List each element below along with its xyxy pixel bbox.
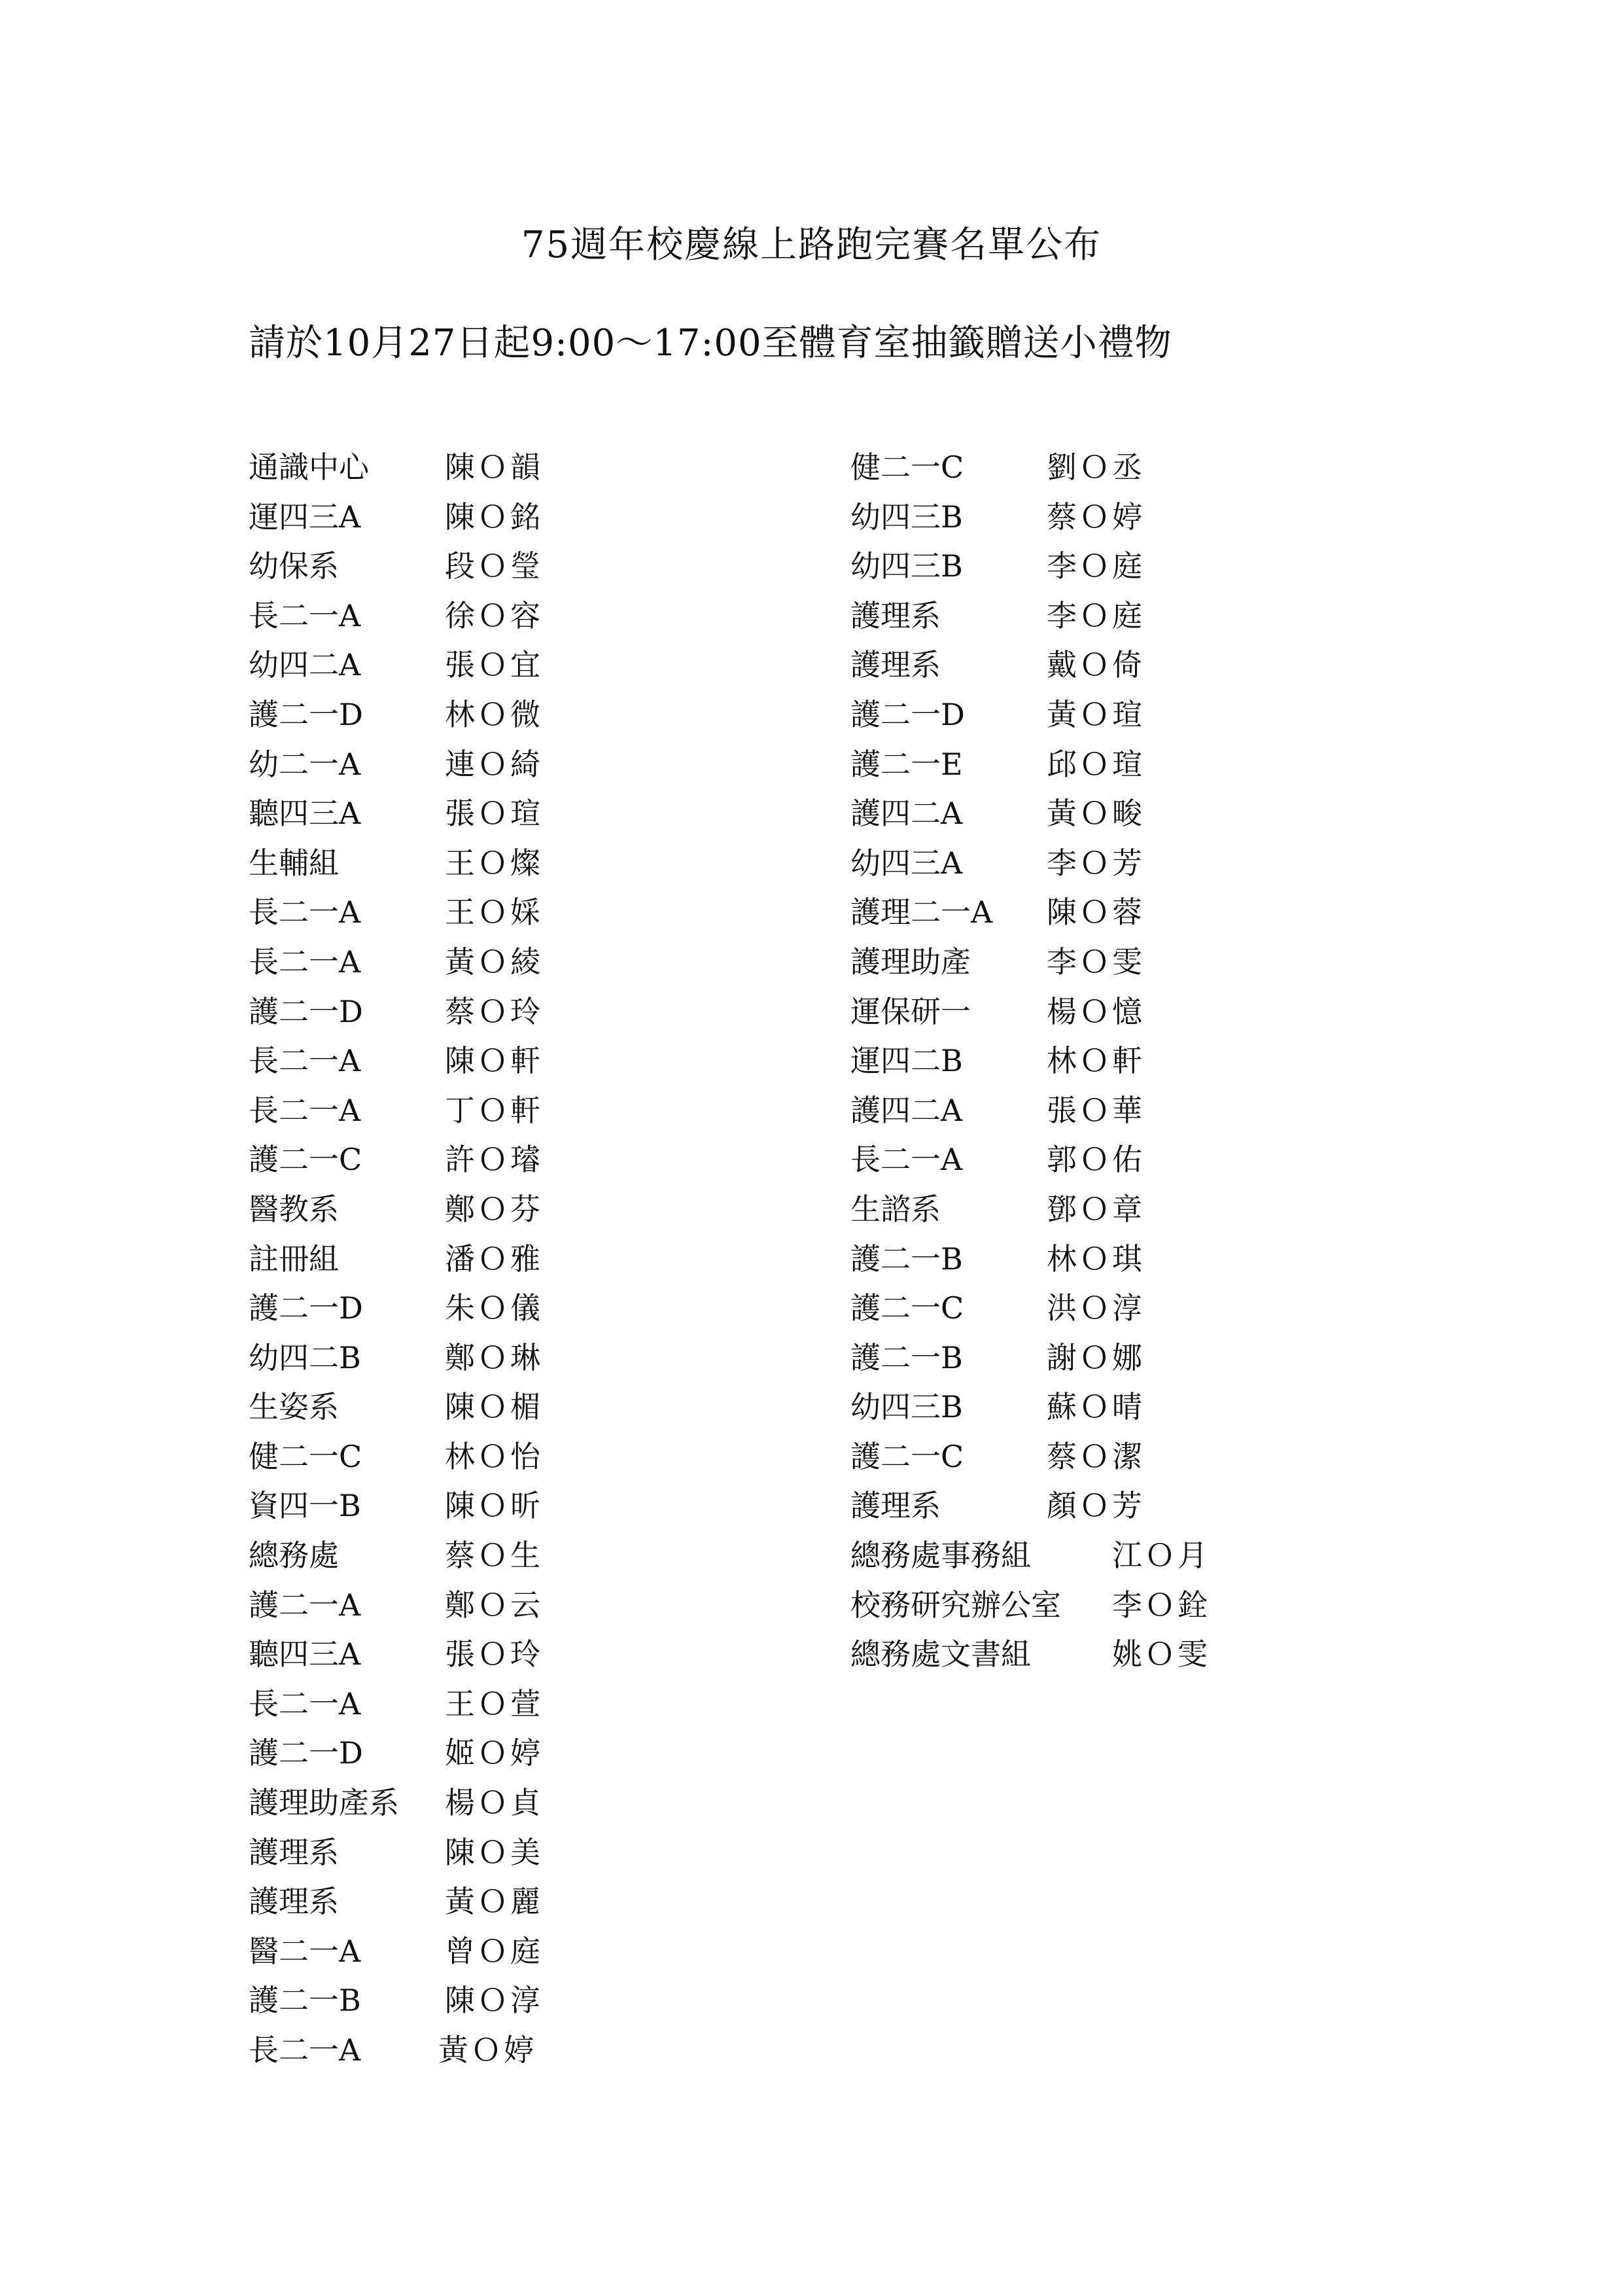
participant-name: 黃Ｏ瑄 xyxy=(1047,696,1145,732)
participant-name: 張Ｏ玲 xyxy=(445,1636,543,1672)
participant-name: 陳Ｏ軒 xyxy=(445,1043,543,1079)
participant-name: 蔡Ｏ玲 xyxy=(445,993,543,1029)
participant-name: 李Ｏ銓 xyxy=(1112,1587,1210,1623)
department-label: 長二一A xyxy=(249,597,361,633)
department-label: 通識中心 xyxy=(249,450,369,485)
notice-text: 請於10月27日起9:00～17:00至體育室抽籤贈送小禮物 xyxy=(249,322,1172,364)
participant-name: 黃Ｏ麗 xyxy=(445,1884,543,1920)
department-label: 幼四二A xyxy=(249,647,361,683)
participant-name: 王Ｏ燦 xyxy=(445,845,543,881)
department-label: 護二一D xyxy=(850,696,965,732)
department-label: 長二一A xyxy=(249,1043,361,1079)
department-label: 醫教系 xyxy=(249,1191,339,1227)
department-label: 長二一A xyxy=(249,944,361,980)
department-label: 長二一A xyxy=(249,894,361,930)
department-label: 護理系 xyxy=(850,647,941,683)
participant-name: 黃Ｏ婷 xyxy=(438,2032,536,2068)
participant-name: 徐Ｏ容 xyxy=(445,597,543,633)
department-label: 護理系 xyxy=(850,1488,941,1524)
participant-name: 李Ｏ庭 xyxy=(1047,548,1145,584)
participant-name: 黃Ｏ畯 xyxy=(1047,796,1145,832)
department-label: 運保研一 xyxy=(850,993,971,1029)
department-label: 幼四三B xyxy=(850,1389,963,1425)
department-label: 幼二一A xyxy=(249,746,361,782)
participant-name: 鄭Ｏ琳 xyxy=(445,1339,543,1375)
participant-name: 姬Ｏ婷 xyxy=(445,1735,543,1771)
department-label: 護二一C xyxy=(249,1142,362,1178)
department-label: 護理助產 xyxy=(850,944,971,980)
participant-name: 楊Ｏ貞 xyxy=(445,1785,543,1821)
department-label: 護二一B xyxy=(850,1339,963,1375)
department-label: 護二一D xyxy=(249,993,363,1029)
department-label: 幼保系 xyxy=(249,548,339,584)
participant-name: 黃Ｏ綾 xyxy=(445,944,543,980)
department-label: 護理二一A xyxy=(850,894,993,930)
page-title: 75週年校慶線上路跑完賽名單公布 xyxy=(521,224,1102,266)
participant-name: 林Ｏ微 xyxy=(445,696,543,732)
participant-name: 洪Ｏ淳 xyxy=(1047,1290,1145,1326)
participant-name: 林Ｏ軒 xyxy=(1047,1043,1145,1079)
department-label: 總務處 xyxy=(249,1538,339,1574)
department-label: 資四一B xyxy=(249,1488,361,1524)
participant-name: 李Ｏ芳 xyxy=(1047,845,1145,881)
department-label: 幼四二B xyxy=(249,1339,361,1375)
department-label: 護二一C xyxy=(850,1438,964,1474)
department-label: 長二一A xyxy=(249,1686,361,1722)
department-label: 運四二B xyxy=(850,1043,963,1079)
department-label: 護四二A xyxy=(850,1092,963,1128)
participant-name: 連Ｏ綺 xyxy=(445,746,543,782)
department-label: 護二一D xyxy=(249,696,363,732)
participant-name: 陳Ｏ昕 xyxy=(445,1488,543,1524)
department-label: 校務研究辦公室 xyxy=(850,1587,1061,1623)
participant-name: 張Ｏ華 xyxy=(1047,1092,1145,1128)
participant-name: 鄭Ｏ云 xyxy=(445,1587,543,1623)
participant-name: 陳Ｏ美 xyxy=(445,1834,543,1870)
department-label: 長二一A xyxy=(249,2032,361,2068)
department-label: 護理系 xyxy=(249,1884,339,1920)
participant-name: 陳Ｏ蓉 xyxy=(1047,894,1145,930)
department-label: 生諮系 xyxy=(850,1191,941,1227)
department-label: 護二一B xyxy=(249,1983,361,2019)
participant-name: 蘇Ｏ晴 xyxy=(1047,1389,1145,1425)
department-label: 幼四三B xyxy=(850,499,963,535)
participant-name: 丁Ｏ軒 xyxy=(445,1092,543,1128)
participant-name: 李Ｏ雯 xyxy=(1047,944,1145,980)
department-label: 護二一D xyxy=(249,1735,363,1771)
department-label: 護理系 xyxy=(850,597,941,633)
department-label: 長二一A xyxy=(850,1142,963,1178)
participant-name: 江Ｏ月 xyxy=(1112,1538,1210,1574)
department-label: 護二一D xyxy=(249,1290,363,1326)
participant-name: 張Ｏ宜 xyxy=(445,647,543,683)
participant-name: 蔡Ｏ生 xyxy=(445,1538,543,1574)
department-label: 護四二A xyxy=(850,796,963,832)
department-label: 護理助產系 xyxy=(249,1785,399,1821)
department-label: 健二一C xyxy=(249,1438,362,1474)
participant-name: 姚Ｏ雯 xyxy=(1112,1636,1210,1672)
department-label: 總務處文書組 xyxy=(850,1636,1031,1672)
participant-name: 楊Ｏ憶 xyxy=(1047,993,1145,1029)
department-label: 健二一C xyxy=(850,450,964,485)
participant-name: 劉Ｏ丞 xyxy=(1047,450,1145,485)
participant-name: 陳Ｏ韻 xyxy=(445,450,543,485)
participant-name: 許Ｏ璿 xyxy=(445,1142,543,1178)
participant-name: 王Ｏ婇 xyxy=(445,894,543,930)
department-label: 護二一C xyxy=(850,1290,964,1326)
department-label: 生輔組 xyxy=(249,845,339,881)
department-label: 聽四三A xyxy=(249,1636,361,1672)
department-label: 護二一B xyxy=(850,1241,963,1277)
participant-name: 段Ｏ瑩 xyxy=(445,548,543,584)
participant-name: 鄧Ｏ章 xyxy=(1047,1191,1145,1227)
participant-name: 謝Ｏ娜 xyxy=(1047,1339,1145,1375)
participant-name: 王Ｏ萱 xyxy=(445,1686,543,1722)
department-label: 聽四三A xyxy=(249,796,361,832)
department-label: 護二一A xyxy=(249,1587,361,1623)
participant-name: 朱Ｏ儀 xyxy=(445,1290,543,1326)
department-label: 醫二一A xyxy=(249,1933,361,1969)
participant-name: 鄭Ｏ芬 xyxy=(445,1191,543,1227)
participant-name: 戴Ｏ倚 xyxy=(1047,647,1145,683)
department-label: 生姿系 xyxy=(249,1389,339,1425)
department-label: 幼四三B xyxy=(850,548,963,584)
department-label: 護理系 xyxy=(249,1834,339,1870)
participant-name: 蔡Ｏ潔 xyxy=(1047,1438,1145,1474)
participant-name: 林Ｏ怡 xyxy=(445,1438,543,1474)
department-label: 註冊組 xyxy=(249,1241,339,1277)
participant-name: 陳Ｏ銘 xyxy=(445,499,543,535)
department-label: 長二一A xyxy=(249,1092,361,1128)
department-label: 護二一E xyxy=(850,746,963,782)
participant-name: 林Ｏ琪 xyxy=(1047,1241,1145,1277)
department-label: 總務處事務組 xyxy=(850,1538,1031,1574)
participant-name: 郭Ｏ佑 xyxy=(1047,1142,1145,1178)
participant-name: 顏Ｏ芳 xyxy=(1047,1488,1145,1524)
department-label: 幼四三A xyxy=(850,845,963,881)
participant-name: 李Ｏ庭 xyxy=(1047,597,1145,633)
participant-name: 潘Ｏ雅 xyxy=(445,1241,543,1277)
department-label: 運四三A xyxy=(249,499,361,535)
participant-name: 曾Ｏ庭 xyxy=(445,1933,543,1969)
participant-name: 陳Ｏ淳 xyxy=(445,1983,543,2019)
participant-name: 張Ｏ瑄 xyxy=(445,796,543,832)
participant-name: 邱Ｏ瑄 xyxy=(1047,746,1145,782)
participant-name: 陳Ｏ楣 xyxy=(445,1389,543,1425)
participant-name: 蔡Ｏ婷 xyxy=(1047,499,1145,535)
